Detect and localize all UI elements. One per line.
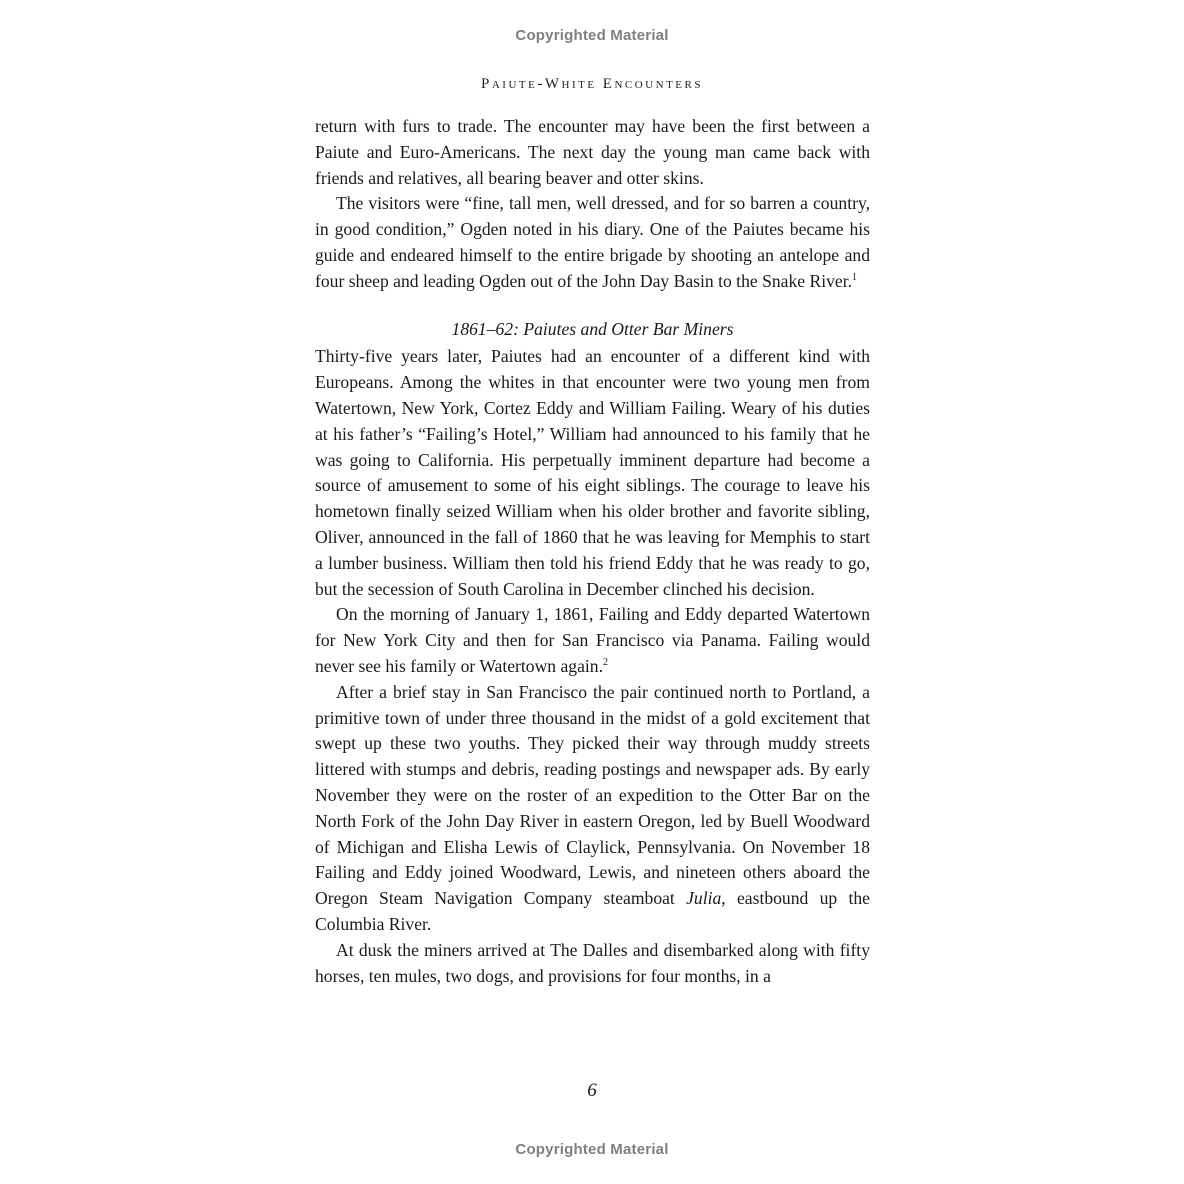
paragraph-3: Thirty-five years later, Paiutes had an encounter of a different kind with Europeans. Among the whites in that encounter were two young men from Watertown, New York, Cortez Eddy and William Failing. Weary of his duties at his father’s “Failing’s Hotel,” William had announced to his family that he was going to California. His perpetually imminent departure had become a source of amusement to some of his eight siblings. The courage to leave his hometown finally seized William when his older brother and favorite sibling, Oliver, announced in the fall of 1860 that he was leaving for Memphis to start a lumber business. William then told his friend Eddy that he was ready to go, but the secession of South Carolina in December clinched his decision. bbox=[315, 346, 870, 599]
paragraph-1: return with furs to trade. The encounter may have been the first between a Paiute and Euro-Americans. The next day the young man came back with friends and relatives, all bearing beaver and otter skins. bbox=[315, 116, 870, 188]
footnote-ref-2: 2 bbox=[602, 657, 608, 669]
ship-name: Julia bbox=[686, 888, 722, 909]
footnote-ref-1: 1 bbox=[852, 271, 857, 283]
paragraph-2: The visitors were “fine, tall men, well dressed, and for so barren a country, in good condition,” Ogden noted in his diary. One of the Paiutes became his guide and endeared himself to the entire brigade by shooting an antelope and four sheep and leading Ogden out of the John Day Basin to the Snake River.$^1$ bbox=[315, 193, 870, 291]
page-number: 6 bbox=[587, 1080, 597, 1101]
running-head: Paiute-White Encounters bbox=[481, 76, 703, 92]
paragraph-4: On the morning of January 1, 1861, Failing and Eddy departed Watertown for New York City and then for San Francisco via Panama. Failing would never see his family or Watertown again.$^2$ bbox=[315, 604, 870, 676]
copyright-watermark-bottom: Copyrighted Material bbox=[515, 1141, 669, 1158]
section-heading: 1861–62: Paiutes and Otter Bar Miners bbox=[451, 318, 734, 339]
paragraph-6: At dusk the miners arrived at The Dalles and disembarked along with fifty horses, ten mules, two dogs, and provisions for four months, in a bbox=[315, 939, 870, 986]
copyright-watermark-top: Copyrighted Material bbox=[515, 27, 669, 44]
body-text bbox=[315, 114, 870, 989]
paragraph-5: After a brief stay in San Francisco the pair continued north to Portland, a primitive town of under three thousand in the midst of a gold excitement that swept up these two youths. They picked their way through muddy streets littered with stumps and debris, reading postings and newspaper ads. By early November they were on the roster of an expedition to the Otter Bar on the North Fork of the John Day River in eastern Oregon, led by Buell Woodward of Michigan and Elisha Lewis of Claylick, Pennsylvania. On November 18 Failing and Eddy joined Woodward, Lewis, and nineteen others aboard the Oregon Steam Navigation Company steamboat Julia, eastbound up the Columbia River. bbox=[315, 681, 870, 934]
